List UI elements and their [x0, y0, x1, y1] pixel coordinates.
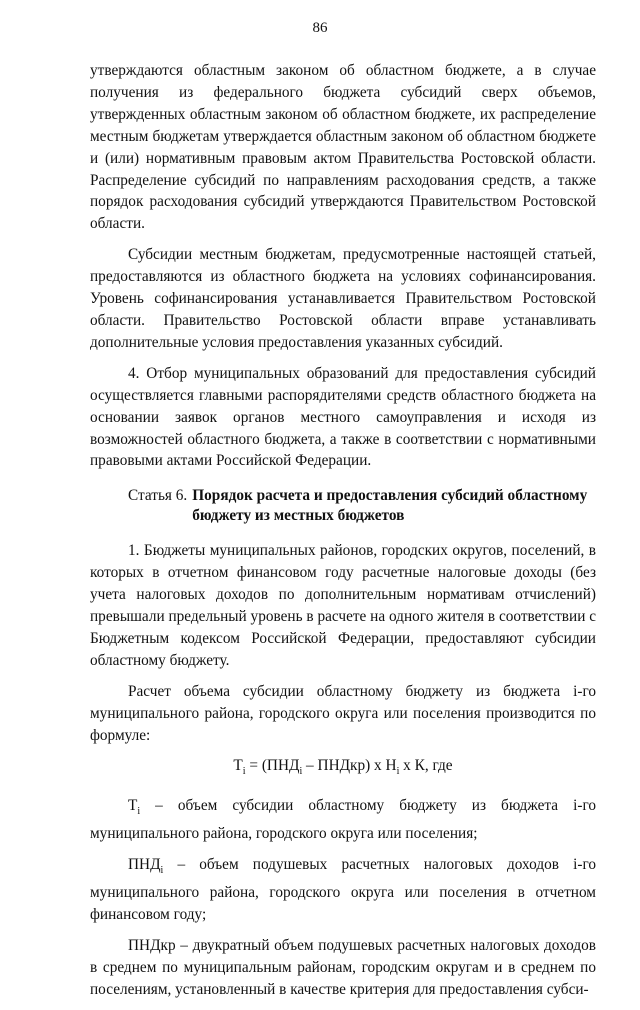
body-paragraph: 1. Бюджеты муниципальных районов, городских округов, поселений, в которых в отчетном финансовом году расчетные налоговые доходы (без учета налоговых доходов по дополнительным нормативам отчислений) превышали предельный уровень в расчете на одного жителя в соответствии с Бюджетным кодексом Российской Федерации, предоставляют субсидии областному бюджету. — [90, 542, 596, 669]
body-paragraph: Расчет объема субсидии областному бюджету из бюджета i-го муниципального района, городского округа или поселения производится по формуле: — [90, 682, 596, 744]
document-body — [90, 60, 596, 1010]
definition-sub: i — [160, 865, 164, 877]
formula-part: – ПНДкр) х Н — [302, 757, 397, 775]
definition-paragraph — [90, 795, 596, 845]
formula-sub: i — [396, 766, 400, 778]
body-paragraph: Субсидии местным бюджетам, предусмотренные настоящей статьей, предоставляются из областного бюджета на условиях софинансирования. Уровень софинансирования устанавливается Правительством Ростовской области. Правительство Ростовской области вправе устанавливать дополнительные условия предоставления указанных субсидий. — [90, 246, 596, 351]
article-label: Статья 6. — [128, 487, 188, 505]
formula-part: х К, где — [399, 757, 453, 775]
body-paragraph: утверждаются областным законом об областном бюджете, а в случае получения из федерального бюджета субсидий сверх объемов, утвержденных областным законом об областном бюджете, их распределение местным бюджетам утверждается областным законом об областном бюджете и (или) нормативным правовым актом Правительства Ростовской области. Распределение субсидий по направлениям расходования средств, а также порядок расходования субсидий утверждаются Правительством Ростовской области. — [90, 62, 596, 233]
formula-t: T — [233, 757, 243, 775]
body-paragraph: 4. Отбор муниципальных образований для предоставления субсидий осуществляется главными распорядителями средств областного бюджета на основании заявок органов местного самоуправления и исходя из возможностей областного бюджета, а также в соответствии с нормативными правовыми актами Российской Федерации. — [90, 364, 596, 470]
definition-text: – объем субсидии областному бюджету из бюджета i-го муниципального района, городского округа или поселения; — [90, 797, 596, 843]
definition-text: – двукратный объем подушевых расчетных налоговых доходов в среднем по муниципальным районам, городским округам и в среднем по поселениям, установленный в качестве критерия для предоставления субси- — [90, 937, 596, 998]
definition-sub: i — [137, 806, 141, 818]
formula — [90, 755, 596, 783]
definition-paragraph — [90, 935, 596, 1001]
definition-paragraph — [90, 854, 596, 926]
formula-sub: i — [242, 766, 246, 778]
article-heading — [90, 486, 596, 526]
definition-term: ПНД — [128, 856, 161, 874]
article-title: Порядок расчета и предоставления субсидий областному бюджету из местных бюджетов — [192, 487, 588, 525]
definition-term: ПНДкр — [128, 937, 176, 955]
page-number: 86 — [312, 20, 328, 36]
definition-text: – объем подушевых расчетных налоговых доходов i-го муниципального района, городского округа или поселения в отчетном финансовом году; — [90, 856, 596, 924]
definition-term: T — [128, 797, 138, 815]
formula-part: = (ПНД — [245, 757, 300, 775]
formula-sub: i — [299, 766, 303, 778]
